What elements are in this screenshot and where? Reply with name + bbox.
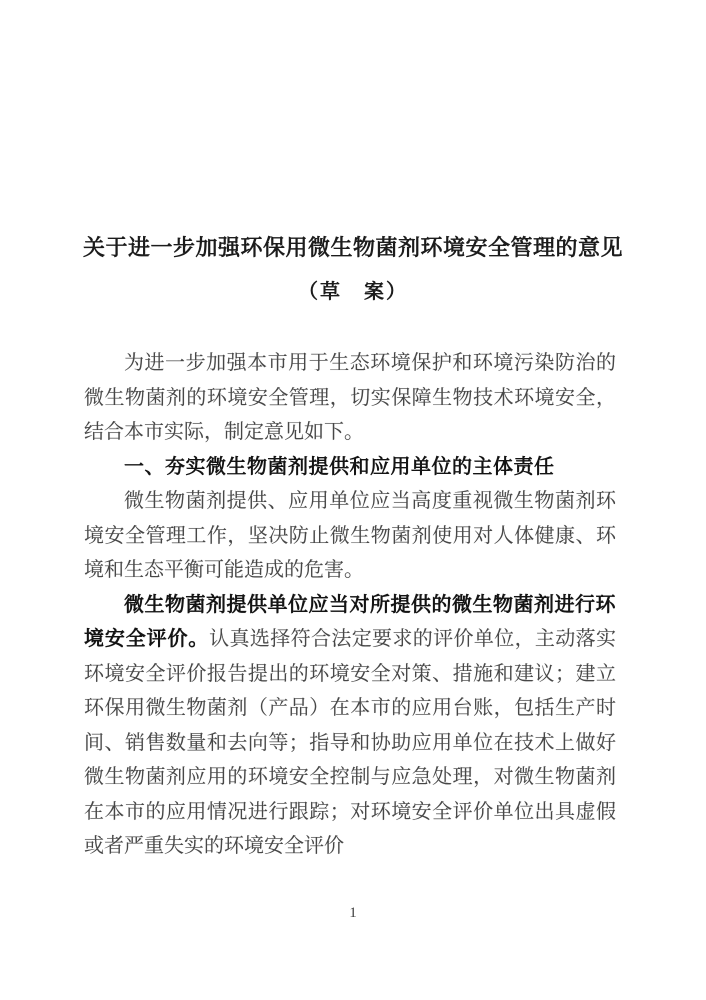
document-body (84, 346, 616, 864)
section-1-paragraph-1: 微生物菌剂提供、应用单位应当高度重视微生物菌剂环境安全管理工作，坚决防止微生物菌剂使用对人体健康、环境和生态平衡可能造成的危害。 (84, 490, 616, 581)
page-number: 1 (349, 905, 357, 921)
paragraph-2-body-text: 认真选择符合法定要求的评价单位，主动落实环境安全评价报告提出的环境安全对策、措施和建议；建立环保用微生物菌剂（产品）在本市的应用台账，包括生产时间、销售数量和去向等；指导和协助应用单位在技术上做好微生物菌剂应用的环境安全控制与应急处理，对微生物菌剂在本市的应用情况进行跟踪；对环境安全评价单位出具虚假或者严重失实的环境安全评价 (84, 628, 617, 857)
document-title: 关于进一步加强环保用微生物菌剂环境安全管理的意见 (82, 235, 623, 260)
intro-paragraph: 为进一步加强本市用于生态环境保护和环境污染防治的微生物菌剂的环境安全管理，切实保障生物技术环境安全，结合本市实际，制定意见如下。 (84, 352, 616, 443)
document-subtitle: （草 案） (298, 281, 408, 303)
section-1-paragraph-2 (84, 588, 616, 864)
section-1-heading: 一、夯实微生物菌剂提供和应用单位的主体责任 (124, 455, 555, 478)
paragraph-2-bold-lead: 微生物菌剂提供单位应当对所提供的微生物菌剂进行环境安全评价。 (84, 593, 616, 650)
